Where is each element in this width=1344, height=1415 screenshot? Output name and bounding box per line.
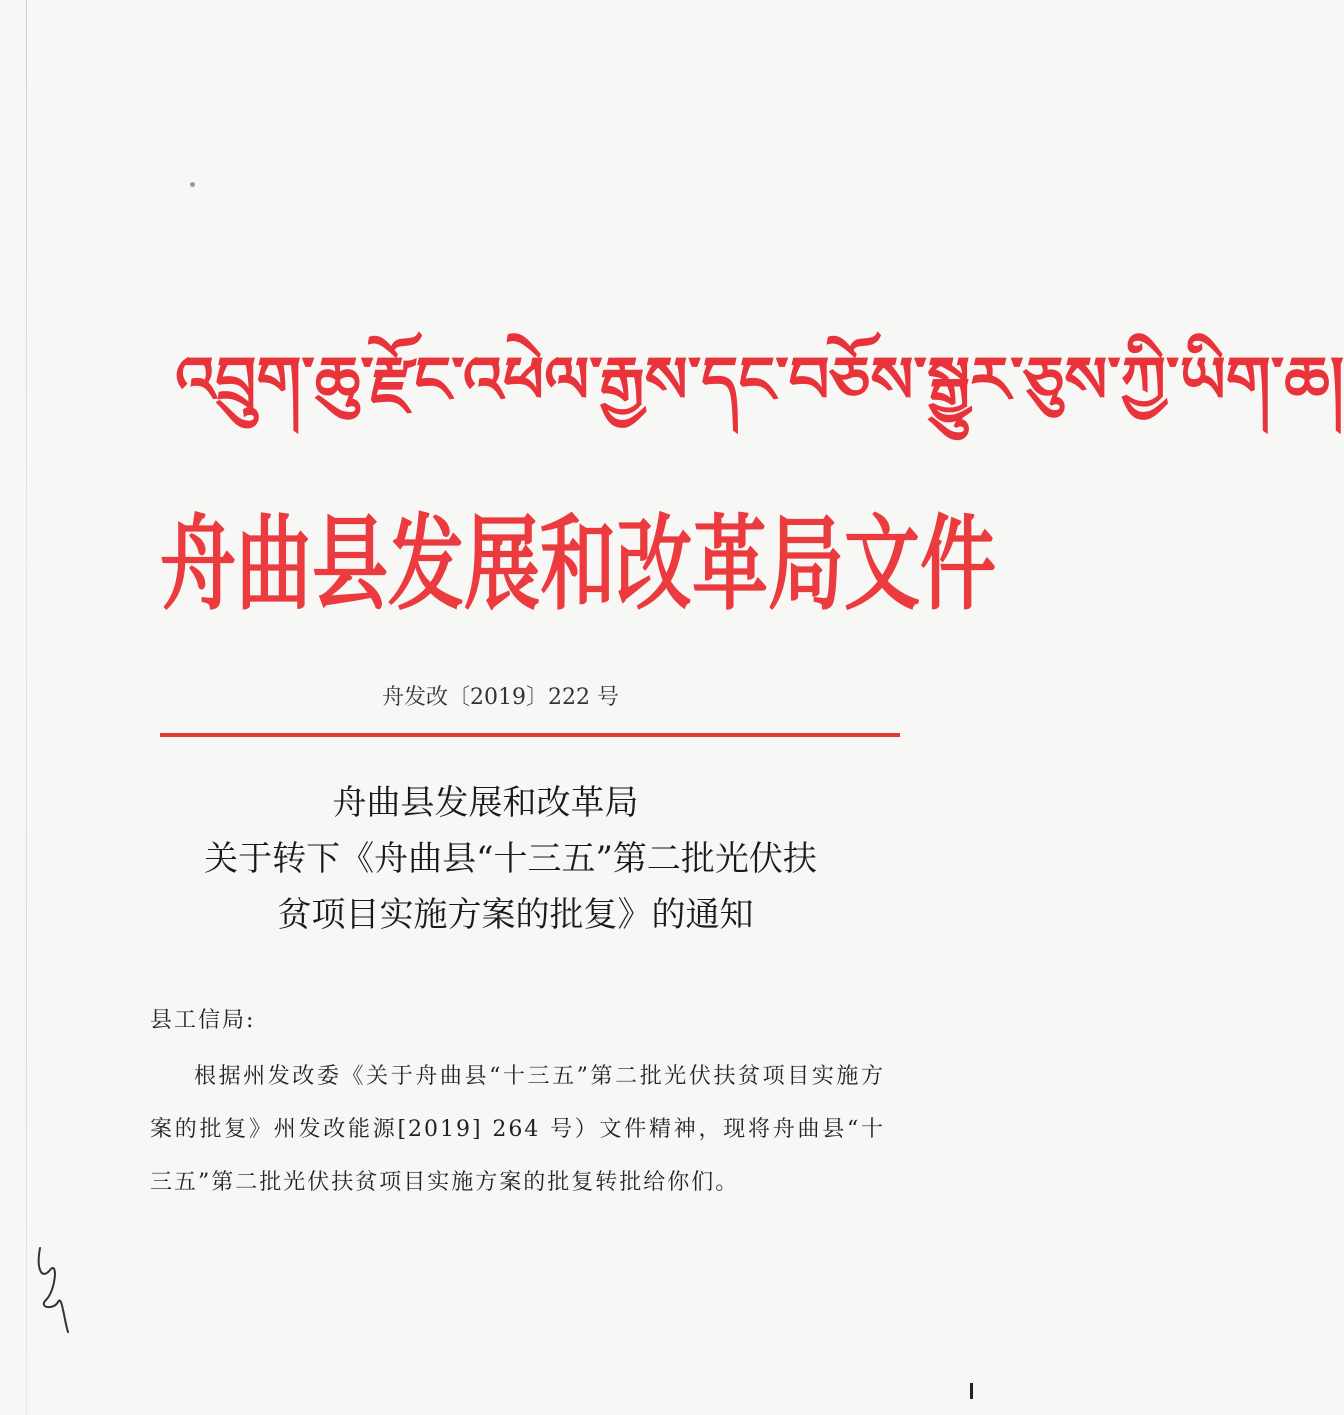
handwritten-mark xyxy=(28,1240,78,1340)
notice-title-line2: 关于转下《舟曲县“十三五”第二批光伏扶 xyxy=(204,839,817,879)
notice-title-line1: 舟曲县发展和改革局 xyxy=(332,783,639,823)
scan-speck xyxy=(190,182,195,187)
tibetan-header: འབྲུག་ཆུ་རྫོང་འཕེལ་རྒྱས་དང་བཅོས་སྒྱུར་ཅུས་ཀྱི་ཡིག་ཆ། xyxy=(175,344,1344,418)
salutation: 县工信局: xyxy=(150,1008,256,1033)
notice-title xyxy=(0,775,1001,943)
body-paragraph: 根据州发改委《关于舟曲县“十三五”第二批光伏扶贫项目实施方案的批复》州发改能源[2019] 264 号）文件精神，现将舟曲县“十三五”第二批光伏扶贫项目实施方案的批复转批给你们。 xyxy=(150,1064,885,1195)
red-divider xyxy=(160,733,900,737)
issuer-title: 舟曲县发展和改革局文件 xyxy=(160,503,996,624)
document-number: 舟发改〔2019〕222 号 xyxy=(382,685,619,710)
page-edge-mark xyxy=(970,1383,973,1399)
notice-title-line3: 贫项目实施方案的批复》的通知 xyxy=(277,895,754,935)
